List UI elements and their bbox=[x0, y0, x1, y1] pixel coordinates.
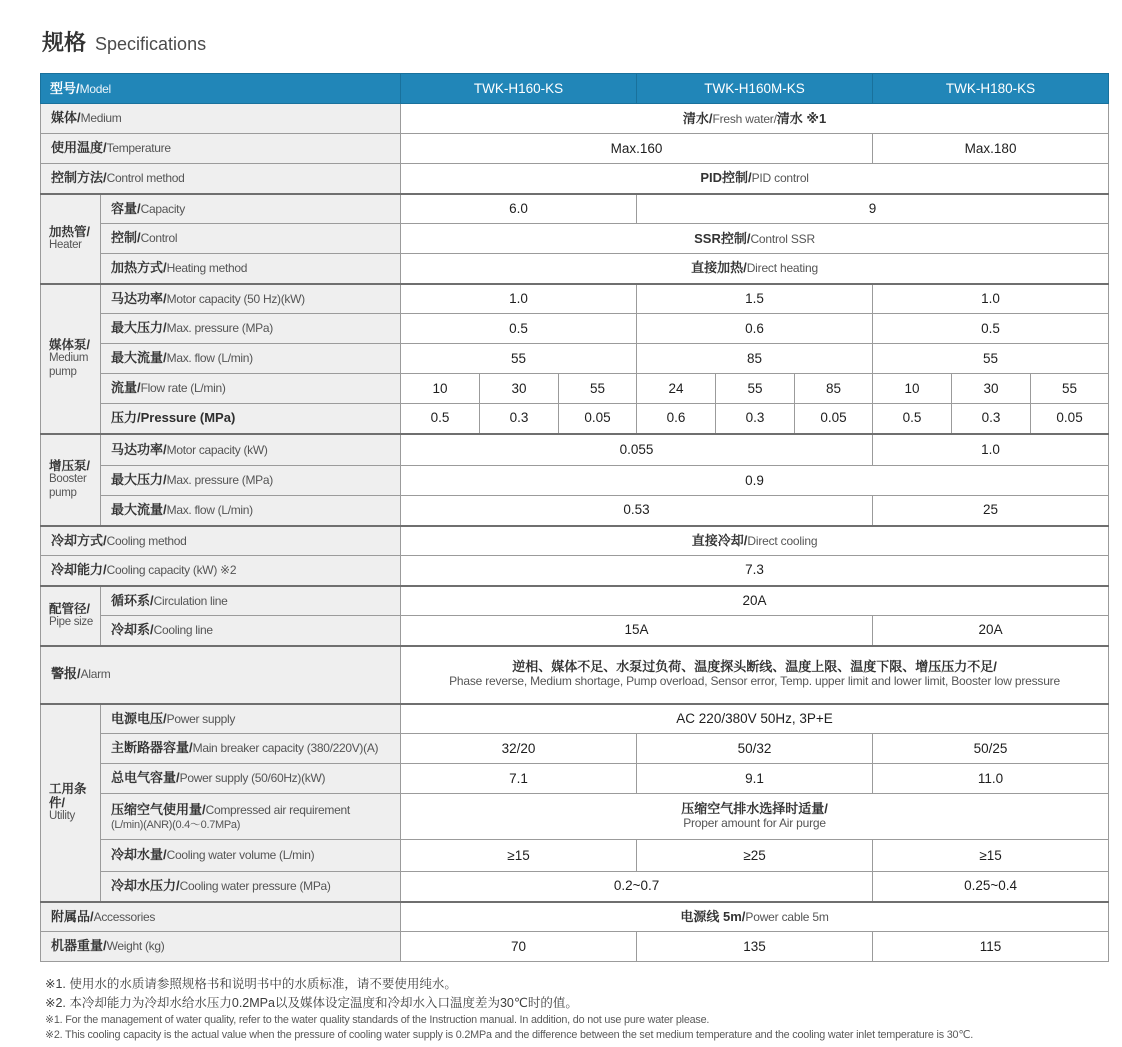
row-accessories bbox=[41, 902, 1109, 932]
footnote-zh-2: ※2. 本冷却能力为冷却水给水压力0.2MPa以及媒体设定温度和冷却水入口温度差为30℃时的值。 bbox=[45, 995, 578, 1010]
value-heater-control bbox=[401, 224, 1109, 254]
value-accessories bbox=[401, 902, 1109, 932]
label-en: Pressure (MPa) bbox=[140, 410, 236, 426]
label-en: Motor capacity (50 Hz)(kW) bbox=[166, 291, 305, 306]
value-flow-5: 85 bbox=[795, 374, 873, 404]
group-label-zh: 工用条件/ bbox=[49, 781, 87, 810]
value-press-2: 0.05 bbox=[559, 404, 637, 434]
value-total-power-2: 9.1 bbox=[637, 764, 873, 794]
value-weight-2: 135 bbox=[637, 932, 873, 962]
label-zh: 加热方式/ bbox=[111, 260, 167, 276]
value-medium bbox=[401, 104, 1109, 134]
value-cooling-capacity: 7.3 bbox=[401, 556, 1109, 586]
value-mpump-motor-1: 1.0 bbox=[401, 284, 637, 314]
value-cooling-line-12: 15A bbox=[401, 616, 873, 646]
label-zh: 机器重量/ bbox=[51, 938, 107, 954]
label-circulation-line bbox=[101, 586, 401, 616]
row-weight bbox=[41, 932, 1109, 962]
value-flow-2: 55 bbox=[559, 374, 637, 404]
value-cwp-3: 0.25~0.4 bbox=[873, 872, 1109, 902]
label-en: Flow rate (L/min) bbox=[140, 381, 226, 396]
label-heater-capacity bbox=[101, 194, 401, 224]
group-label-zh: 加热管/ bbox=[49, 224, 90, 239]
group-label-en: Booster pump bbox=[49, 473, 87, 499]
value-press-8: 0.05 bbox=[1031, 404, 1109, 434]
label-zh: 总电气容量/ bbox=[111, 770, 180, 786]
label-mpump-max-flow bbox=[101, 344, 401, 374]
value-press-6: 0.5 bbox=[873, 404, 952, 434]
group-label-zh: 媒体泵/ bbox=[49, 338, 90, 353]
label-en: Cooling capacity (kW) ※2 bbox=[106, 563, 237, 578]
row-cooling-water-volume bbox=[41, 840, 1109, 872]
row-cooling-water-pressure bbox=[41, 872, 1109, 902]
value-power-supply: AC 220/380V 50Hz, 3P+E bbox=[401, 704, 1109, 734]
group-label-heater bbox=[41, 194, 101, 284]
row-heater-control bbox=[41, 224, 1109, 254]
value-mpump-maxp-2: 0.6 bbox=[637, 314, 873, 344]
value-part: 电源线 5m/ bbox=[680, 908, 746, 924]
value-press-7: 0.3 bbox=[952, 404, 1031, 434]
value-flow-4: 55 bbox=[716, 374, 795, 404]
group-label-en: Heater bbox=[49, 239, 82, 252]
label-en: Cooling water volume (L/min) bbox=[166, 848, 315, 863]
value-weight-3: 115 bbox=[873, 932, 1109, 962]
row-main-breaker bbox=[41, 734, 1109, 764]
label-bpump-max-flow bbox=[101, 496, 401, 526]
label-zh: 控制/ bbox=[111, 230, 141, 246]
label-bpump-max-pressure bbox=[101, 466, 401, 496]
row-heating-method bbox=[41, 254, 1109, 284]
page-title-en: Specifications bbox=[95, 34, 207, 54]
label-weight bbox=[41, 932, 401, 962]
value-part: Direct heating bbox=[746, 261, 818, 276]
value-part: 直接冷却/ bbox=[691, 532, 748, 548]
footnote-en-1: ※1. For the management of water quality, refer to the water quality standards of the Instruction manual. In addition, do not use pure water please. bbox=[45, 1013, 710, 1026]
label-power-supply bbox=[101, 704, 401, 734]
label-en: Heating method bbox=[166, 261, 248, 276]
value-press-5: 0.05 bbox=[795, 404, 873, 434]
label-en: Control method bbox=[106, 171, 185, 186]
label-zh: 冷却水压力/ bbox=[111, 878, 180, 894]
group-label-utility bbox=[41, 704, 101, 902]
label-zh: 最大流量/ bbox=[111, 502, 167, 518]
value-breaker-1: 32/20 bbox=[401, 734, 637, 764]
label-en: Compressed air requirement bbox=[205, 802, 350, 817]
row-alarm bbox=[41, 646, 1109, 704]
row-total-power bbox=[41, 764, 1109, 794]
value-bpump-maxf-12: 0.53 bbox=[401, 496, 873, 526]
row-cooling-line bbox=[41, 616, 1109, 646]
label-en: Max. pressure (MPa) bbox=[166, 473, 273, 488]
group-label-pipe-size bbox=[41, 586, 101, 646]
group-label-en: Pipe size bbox=[49, 616, 93, 629]
label-zh: 电源电压/ bbox=[111, 710, 167, 726]
group-label-zh: 增压泵/ bbox=[49, 459, 90, 474]
label-zh: 警报/ bbox=[51, 666, 81, 682]
value-mpump-motor-3: 1.0 bbox=[873, 284, 1109, 314]
label-en: Cooling line bbox=[153, 623, 213, 638]
value-flow-7: 30 bbox=[952, 374, 1031, 404]
group-label-en: Medium pump bbox=[49, 352, 89, 378]
label-zh: 压力/ bbox=[111, 410, 141, 426]
group-label-booster-pump bbox=[41, 434, 101, 526]
value-part: Power cable 5m bbox=[745, 909, 829, 924]
row-power-supply bbox=[41, 704, 1109, 734]
value-bpump-motor-3: 1.0 bbox=[873, 434, 1109, 466]
alarm-line-en: Phase reverse, Medium shortage, Pump overload, Sensor error, Temp. upper limit and lower limit, Booster low pressure bbox=[449, 674, 1060, 689]
page-title-zh: 规格 bbox=[42, 30, 87, 55]
value-press-0: 0.5 bbox=[401, 404, 480, 434]
air-line-zh: 压缩空气排水选择时适量/ bbox=[681, 801, 828, 817]
row-cooling-capacity bbox=[41, 556, 1109, 586]
value-cwv-1: ≥15 bbox=[401, 840, 637, 872]
value-heating-method bbox=[401, 254, 1109, 284]
label-zh: 马达功率/ bbox=[111, 290, 167, 306]
value-mpump-maxf-3: 55 bbox=[873, 344, 1109, 374]
value-part: 清水/ bbox=[682, 110, 713, 126]
value-temperature-160: Max.160 bbox=[401, 134, 873, 164]
value-part: Control SSR bbox=[750, 231, 815, 246]
label-heater-control bbox=[101, 224, 401, 254]
value-press-1: 0.3 bbox=[480, 404, 559, 434]
air-line-en: Proper amount for Air purge bbox=[683, 816, 826, 831]
value-weight-1: 70 bbox=[401, 932, 637, 962]
value-flow-8: 55 bbox=[1031, 374, 1109, 404]
value-part: PID控制/ bbox=[700, 170, 752, 186]
label-heating-method bbox=[101, 254, 401, 284]
label-en: Motor capacity (kW) bbox=[166, 442, 268, 457]
value-cwp-12: 0.2~0.7 bbox=[401, 872, 873, 902]
label-cooling-water-pressure bbox=[101, 872, 401, 902]
value-mpump-maxf-1: 55 bbox=[401, 344, 637, 374]
specifications-table bbox=[40, 73, 1109, 962]
label-total-power bbox=[101, 764, 401, 794]
label-en-line2: (L/min)(ANR)(0.4～0.7MPa) bbox=[111, 819, 241, 832]
row-medium bbox=[41, 104, 1109, 134]
value-heater-capacity-23: 9 bbox=[637, 194, 1109, 224]
label-en: Medium bbox=[80, 111, 122, 126]
value-bpump-maxf-3: 25 bbox=[873, 496, 1109, 526]
label-en: Circulation line bbox=[153, 593, 228, 608]
model-header-3: TWK-H180-KS bbox=[873, 74, 1109, 104]
label-alarm bbox=[41, 646, 401, 704]
row-mpump-flow-rate bbox=[41, 374, 1109, 404]
value-flow-6: 10 bbox=[873, 374, 952, 404]
label-en: Cooling water pressure (MPa) bbox=[179, 879, 331, 894]
label-cooling-water-volume bbox=[101, 840, 401, 872]
value-bpump-max-pressure: 0.9 bbox=[401, 466, 1109, 496]
value-control-method bbox=[401, 164, 1109, 194]
value-cwv-2: ≥25 bbox=[637, 840, 873, 872]
label-en: Alarm bbox=[80, 667, 111, 682]
page-title bbox=[42, 26, 1108, 57]
label-en: Cooling method bbox=[106, 533, 187, 548]
value-mpump-maxp-1: 0.5 bbox=[401, 314, 637, 344]
label-zh: 冷却系/ bbox=[111, 622, 154, 638]
label-zh: 压缩空气使用量/ bbox=[111, 801, 206, 817]
label-en: Weight (kg) bbox=[106, 939, 165, 954]
label-zh: 马达功率/ bbox=[111, 441, 167, 457]
label-cooling-line bbox=[101, 616, 401, 646]
model-header-2: TWK-H160M-KS bbox=[637, 74, 873, 104]
value-heater-capacity-1: 6.0 bbox=[401, 194, 637, 224]
value-flow-1: 30 bbox=[480, 374, 559, 404]
label-en: Temperature bbox=[106, 141, 171, 156]
value-breaker-3: 50/25 bbox=[873, 734, 1109, 764]
group-label-medium-pump bbox=[41, 284, 101, 434]
label-medium bbox=[41, 104, 401, 134]
group-label-zh: 配管径/ bbox=[49, 601, 90, 616]
value-flow-0: 10 bbox=[401, 374, 480, 404]
value-mpump-maxp-3: 0.5 bbox=[873, 314, 1109, 344]
label-zh: 循环系/ bbox=[111, 592, 154, 608]
row-mpump-pressure bbox=[41, 404, 1109, 434]
value-mpump-motor-2: 1.5 bbox=[637, 284, 873, 314]
label-en: Max. flow (L/min) bbox=[166, 351, 253, 366]
value-total-power-1: 7.1 bbox=[401, 764, 637, 794]
value-press-3: 0.6 bbox=[637, 404, 716, 434]
label-zh: 型号/ bbox=[50, 80, 80, 96]
label-zh: 流量/ bbox=[111, 380, 141, 396]
value-bpump-motor-12: 0.055 bbox=[401, 434, 873, 466]
label-control-method bbox=[41, 164, 401, 194]
label-main-breaker bbox=[101, 734, 401, 764]
value-alarm bbox=[401, 646, 1109, 704]
label-mpump-motor bbox=[101, 284, 401, 314]
group-label-en: Utility bbox=[49, 810, 76, 823]
label-zh: 冷却方式/ bbox=[51, 532, 107, 548]
row-cooling-method bbox=[41, 526, 1109, 556]
label-zh: 冷却水量/ bbox=[111, 847, 167, 863]
label-accessories bbox=[41, 902, 401, 932]
row-bpump-motor bbox=[41, 434, 1109, 466]
row-compressed-air bbox=[41, 794, 1109, 840]
label-en: Model bbox=[79, 81, 111, 96]
value-breaker-2: 50/32 bbox=[637, 734, 873, 764]
value-mpump-maxf-2: 85 bbox=[637, 344, 873, 374]
value-circulation-line: 20A bbox=[401, 586, 1109, 616]
footnotes bbox=[45, 975, 1108, 1044]
row-bpump-max-pressure bbox=[41, 466, 1109, 496]
label-en: Main breaker capacity (380/220V)(A) bbox=[192, 741, 379, 756]
label-zh: 媒体/ bbox=[51, 110, 81, 126]
value-flow-3: 24 bbox=[637, 374, 716, 404]
footnote-en-2: ※2. This cooling capacity is the actual value when the pressure of cooling water supply is 0.2MPa and the difference between the set medium temperature and the cooling water inlet temperature is 30℃. bbox=[45, 1029, 974, 1042]
label-zh: 使用温度/ bbox=[51, 140, 107, 156]
model-header-label bbox=[41, 74, 401, 104]
value-cwv-3: ≥15 bbox=[873, 840, 1109, 872]
value-temperature-180: Max.180 bbox=[873, 134, 1109, 164]
value-part: PID control bbox=[751, 171, 809, 186]
label-zh: 控制方法/ bbox=[51, 170, 107, 186]
footnote-zh-1: ※1. 使用水的水质请参照规格书和说明书中的水质标准，请不要使用纯水。 bbox=[45, 977, 457, 991]
value-part: Fresh water/ bbox=[712, 111, 777, 126]
label-zh: 附属品/ bbox=[51, 908, 94, 924]
value-total-power-3: 11.0 bbox=[873, 764, 1109, 794]
row-bpump-max-flow bbox=[41, 496, 1109, 526]
row-mpump-max-pressure bbox=[41, 314, 1109, 344]
label-en: Power supply bbox=[166, 711, 236, 726]
model-header-1: TWK-H160-KS bbox=[401, 74, 637, 104]
label-cooling-capacity bbox=[41, 556, 401, 586]
label-mpump-flow-rate bbox=[101, 374, 401, 404]
row-mpump-motor bbox=[41, 284, 1109, 314]
label-mpump-pressure bbox=[101, 404, 401, 434]
value-part: 清水 ※1 bbox=[776, 110, 827, 126]
label-en: Max. pressure (MPa) bbox=[166, 321, 273, 336]
label-compressed-air bbox=[101, 794, 401, 840]
label-en: Accessories bbox=[93, 909, 156, 924]
value-part: SSR控制/ bbox=[694, 230, 751, 246]
alarm-line-zh: 逆相、媒体不足、水泵过负荷、温度探头断线、温度上限、温度下限、增压压力不足/ bbox=[512, 659, 997, 675]
row-temperature bbox=[41, 134, 1109, 164]
label-zh: 最大流量/ bbox=[111, 350, 167, 366]
label-zh: 冷却能力/ bbox=[51, 562, 107, 578]
row-circulation-line bbox=[41, 586, 1109, 616]
value-press-4: 0.3 bbox=[716, 404, 795, 434]
label-bpump-motor bbox=[101, 434, 401, 466]
value-cooling-line-3: 20A bbox=[873, 616, 1109, 646]
row-heater-capacity bbox=[41, 194, 1109, 224]
value-compressed-air bbox=[401, 794, 1109, 840]
table-header-row bbox=[41, 74, 1109, 104]
label-zh: 最大压力/ bbox=[111, 320, 167, 336]
label-zh: 主断路器容量/ bbox=[111, 740, 193, 756]
label-cooling-method bbox=[41, 526, 401, 556]
label-en: Max. flow (L/min) bbox=[166, 503, 253, 518]
label-zh: 最大压力/ bbox=[111, 472, 167, 488]
label-mpump-max-pressure bbox=[101, 314, 401, 344]
label-temperature bbox=[41, 134, 401, 164]
label-zh: 容量/ bbox=[111, 200, 141, 216]
label-en: Control bbox=[140, 231, 178, 246]
value-part: 直接加热/ bbox=[691, 260, 747, 276]
label-en: Power supply (50/60Hz)(kW) bbox=[179, 771, 326, 786]
label-en: Capacity bbox=[140, 201, 185, 216]
value-part: Direct cooling bbox=[747, 533, 818, 548]
value-cooling-method bbox=[401, 526, 1109, 556]
row-control-method bbox=[41, 164, 1109, 194]
row-mpump-max-flow bbox=[41, 344, 1109, 374]
